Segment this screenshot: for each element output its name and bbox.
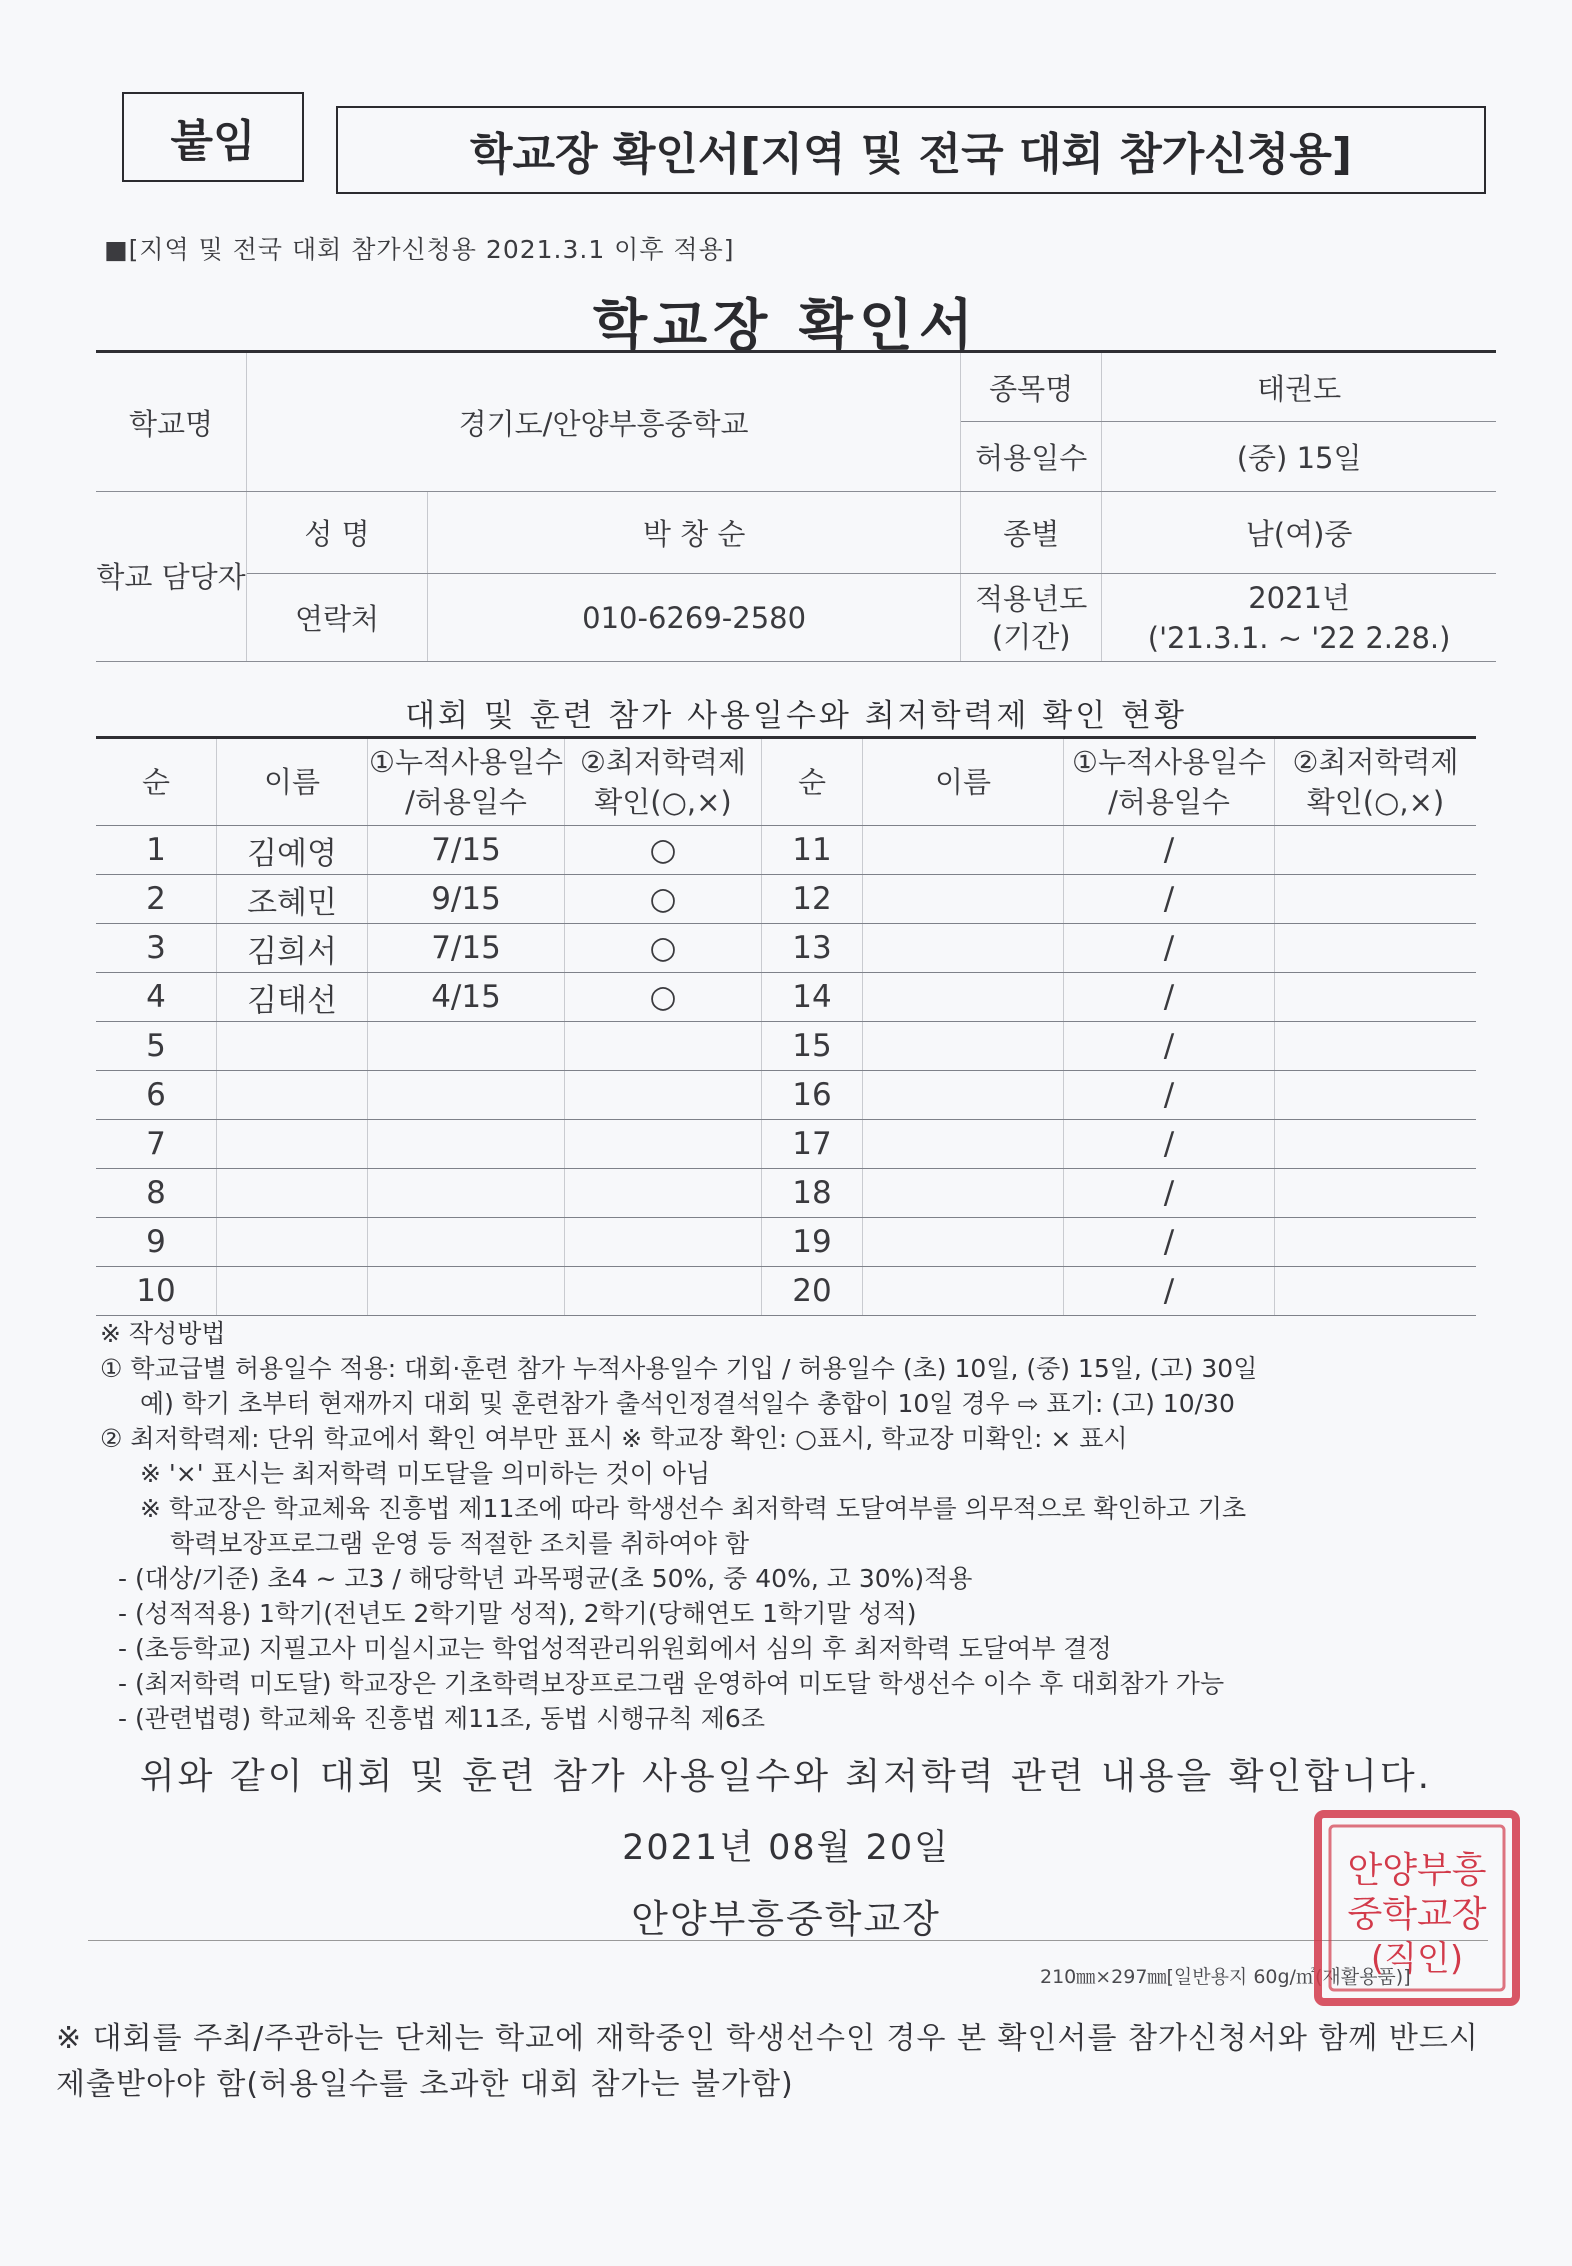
section-title: 대회 및 훈련 참가 사용일수와 최저학력제 확인 현황 xyxy=(405,698,1187,734)
table-row xyxy=(96,973,1476,1022)
row-name xyxy=(217,1169,368,1218)
table-row xyxy=(96,924,1476,973)
row-used: 4/15 xyxy=(368,973,565,1022)
row-no: 2 xyxy=(96,875,217,924)
row-check xyxy=(1275,973,1477,1022)
contact-person-label: 학교 담당자 xyxy=(96,492,247,662)
row-name xyxy=(217,1267,368,1316)
row-used: / xyxy=(1064,973,1275,1022)
school-name-label: 학교명 xyxy=(96,352,247,492)
applicability-note: ■[지역 및 전국 대회 참가신청용 2021.3.1 이후 적용] xyxy=(104,235,735,264)
row-check xyxy=(565,1267,762,1316)
row-used: 7/15 xyxy=(368,826,565,875)
issue-date: 2021년 08월 20일 xyxy=(622,1828,950,1868)
school-name-value: 경기도/안양부흥중학교 xyxy=(247,352,961,492)
row-used: / xyxy=(1064,1022,1275,1071)
row-used xyxy=(368,1071,565,1120)
instruction-line: ※ 작성방법 xyxy=(100,1319,226,1348)
participation-table xyxy=(96,736,1476,1316)
row-check xyxy=(565,1071,762,1120)
row-name xyxy=(863,1267,1064,1316)
row-name xyxy=(863,875,1064,924)
col-used-2: ①누적사용일수 /허용일수 xyxy=(1064,738,1275,826)
gender-label: 종별 xyxy=(961,492,1102,574)
instruction-line: - (대상/기준) 초4 ~ 고3 / 해당학년 과목평균(초 50%, 중 40%, 고 30%)적용 xyxy=(118,1564,973,1593)
year-cell xyxy=(1102,574,1496,662)
col-check-2: ②최저학력제 확인(○,×) xyxy=(1275,738,1477,826)
row-name: 김태선 xyxy=(217,973,368,1022)
instruction-line: ① 학교급별 허용일수 적용: 대회·훈련 참가 누적사용일수 기입 / 허용일수 (초) 10일, (중) 15일, (고) 30일 xyxy=(100,1354,1258,1383)
col-no-2: 순 xyxy=(762,738,863,826)
row-no: 1 xyxy=(96,826,217,875)
row-no: 6 xyxy=(96,1071,217,1120)
row-used: / xyxy=(1064,826,1275,875)
allowed-days-label: 허용일수 xyxy=(961,422,1102,492)
row-used xyxy=(368,1120,565,1169)
row-name: 조혜민 xyxy=(217,875,368,924)
instruction-line: - (관련법령) 학교체육 진흥법 제11조, 동법 시행규칙 제6조 xyxy=(118,1704,765,1733)
row-used xyxy=(368,1267,565,1316)
row-no: 9 xyxy=(96,1218,217,1267)
gender-value: 남(여)중 xyxy=(1102,492,1496,574)
divider xyxy=(88,1940,1488,1941)
svg-text:(직인): (직인) xyxy=(1370,1939,1464,1979)
school-info-table xyxy=(96,350,1496,662)
attachment-tag: 붙임 xyxy=(122,92,304,182)
row-used: / xyxy=(1064,1218,1275,1267)
col-name-2: 이름 xyxy=(863,738,1064,826)
table-row xyxy=(96,1169,1476,1218)
footer-note: ※ 대회를 주최/주관하는 단체는 학교에 재학중인 학생선수인 경우 본 확인서를 참가신청서와 함께 반드시 제출받아야 함(허용일수를 초과한 대회 참가는 불가함) xyxy=(56,2021,1479,2102)
row-no: 7 xyxy=(96,1120,217,1169)
row-check xyxy=(1275,924,1477,973)
year-value: 2021년 xyxy=(1248,580,1351,615)
allowed-days-value: (중) 15일 xyxy=(1102,422,1496,492)
row-no: 17 xyxy=(762,1120,863,1169)
row-check xyxy=(565,1218,762,1267)
row-name: 김예영 xyxy=(217,826,368,875)
table-row xyxy=(96,826,1476,875)
table-row xyxy=(96,1267,1476,1316)
row-no: 10 xyxy=(96,1267,217,1316)
row-used: 9/15 xyxy=(368,875,565,924)
row-no: 14 xyxy=(762,973,863,1022)
row-used: / xyxy=(1064,1071,1275,1120)
row-name xyxy=(863,1218,1064,1267)
row-no: 4 xyxy=(96,973,217,1022)
table-row xyxy=(96,1071,1476,1120)
phone-label: 연락처 xyxy=(247,574,428,662)
row-used: / xyxy=(1064,924,1275,973)
confirmation-statement: 위와 같이 대회 및 훈련 참가 사용일수와 최저학력 관련 내용을 확인합니다. xyxy=(139,1756,1433,1797)
row-check xyxy=(565,1022,762,1071)
table-row xyxy=(96,1022,1476,1071)
row-used: / xyxy=(1064,1169,1275,1218)
official-seal xyxy=(1312,1808,1522,2008)
col-check: ②최저학력제 확인(○,×) xyxy=(565,738,762,826)
row-check xyxy=(1275,1267,1477,1316)
instruction-line: 학력보장프로그램 운영 등 적절한 조치를 취하여야 함 xyxy=(170,1529,749,1558)
row-check xyxy=(1275,1022,1477,1071)
row-check xyxy=(1275,1120,1477,1169)
row-check xyxy=(1275,1071,1477,1120)
row-check: ○ xyxy=(565,826,762,875)
principal-name: 안양부흥중학교장 xyxy=(631,1897,941,1941)
row-no: 15 xyxy=(762,1022,863,1071)
row-used: / xyxy=(1064,875,1275,924)
row-name xyxy=(863,973,1064,1022)
instruction-line: ※ 학교장은 학교체육 진흥법 제11조에 따라 학생선수 최저학력 도달여부를 의무적으로 확인하고 기초 xyxy=(140,1494,1247,1523)
paper-spec: 210㎜×297㎜[일반용지 60g/㎡(재활용품)] xyxy=(1040,1966,1411,1988)
instruction-line: - (초등학교) 지필고사 미실시교는 학업성적관리위원회에서 심의 후 최저학력 도달여부 결정 xyxy=(118,1634,1112,1663)
row-used xyxy=(368,1022,565,1071)
row-used: / xyxy=(1064,1267,1275,1316)
row-name xyxy=(863,924,1064,973)
row-name xyxy=(863,826,1064,875)
table-row xyxy=(96,1120,1476,1169)
instruction-line: - (최저학력 미도달) 학교장은 기초학력보장프로그램 운영하여 미도달 학생선수 이수 후 대회참가 가능 xyxy=(118,1669,1225,1698)
year-label: 적용년도 (기간) xyxy=(961,574,1102,662)
row-name: 김희서 xyxy=(217,924,368,973)
row-check xyxy=(1275,1169,1477,1218)
row-no: 20 xyxy=(762,1267,863,1316)
row-check: ○ xyxy=(565,973,762,1022)
svg-text:안양부흥: 안양부흥 xyxy=(1347,1850,1487,1891)
row-name xyxy=(863,1120,1064,1169)
row-name xyxy=(863,1169,1064,1218)
row-no: 19 xyxy=(762,1218,863,1267)
row-check xyxy=(565,1120,762,1169)
period-value: ('21.3.1. ~ '22 2.28.) xyxy=(1147,620,1451,655)
contact-name-label: 성 명 xyxy=(247,492,428,574)
row-name xyxy=(217,1071,368,1120)
row-check: ○ xyxy=(565,875,762,924)
row-name xyxy=(863,1071,1064,1120)
table-row xyxy=(96,875,1476,924)
instructions xyxy=(100,1316,1500,1736)
row-name xyxy=(217,1120,368,1169)
row-check xyxy=(565,1169,762,1218)
instruction-line: - (성적적용) 1학기(전년도 2학기말 성적), 2학기(당해연도 1학기말 성적) xyxy=(118,1599,917,1628)
row-no: 8 xyxy=(96,1169,217,1218)
row-check: ○ xyxy=(565,924,762,973)
row-used xyxy=(368,1218,565,1267)
contact-name-value: 박 창 순 xyxy=(428,492,961,574)
svg-text:중학교장: 중학교장 xyxy=(1347,1894,1487,1935)
page-title: 학교장 확인서 xyxy=(592,294,980,359)
row-no: 11 xyxy=(762,826,863,875)
row-no: 5 xyxy=(96,1022,217,1071)
phone-value: 010-6269-2580 xyxy=(428,574,961,662)
instruction-line: ※ '×' 표시는 최저학력 미도달을 의미하는 것이 아님 xyxy=(140,1459,711,1488)
row-check xyxy=(1275,1218,1477,1267)
row-no: 3 xyxy=(96,924,217,973)
col-no: 순 xyxy=(96,738,217,826)
row-used: 7/15 xyxy=(368,924,565,973)
row-no: 13 xyxy=(762,924,863,973)
table-row xyxy=(96,1218,1476,1267)
document-box-title: 학교장 확인서[지역 및 전국 대회 참가신청용] xyxy=(336,106,1486,194)
event-label: 종목명 xyxy=(961,352,1102,422)
instruction-line: 예) 학기 초부터 현재까지 대회 및 훈련참가 출석인정결석일수 총합이 10일 경우 ⇨ 표기: (고) 10/30 xyxy=(140,1389,1235,1418)
row-no: 12 xyxy=(762,875,863,924)
row-used xyxy=(368,1169,565,1218)
event-value: 태권도 xyxy=(1102,352,1496,422)
row-check xyxy=(1275,875,1477,924)
row-no: 18 xyxy=(762,1169,863,1218)
col-used: ①누적사용일수 /허용일수 xyxy=(368,738,565,826)
row-name xyxy=(217,1218,368,1267)
row-check xyxy=(1275,826,1477,875)
row-used: / xyxy=(1064,1120,1275,1169)
col-name: 이름 xyxy=(217,738,368,826)
instruction-line: ② 최저학력제: 단위 학교에서 확인 여부만 표시 ※ 학교장 확인: ○표시, 학교장 미확인: × 표시 xyxy=(100,1424,1128,1453)
row-no: 16 xyxy=(762,1071,863,1120)
row-name xyxy=(863,1022,1064,1071)
row-name xyxy=(217,1022,368,1071)
